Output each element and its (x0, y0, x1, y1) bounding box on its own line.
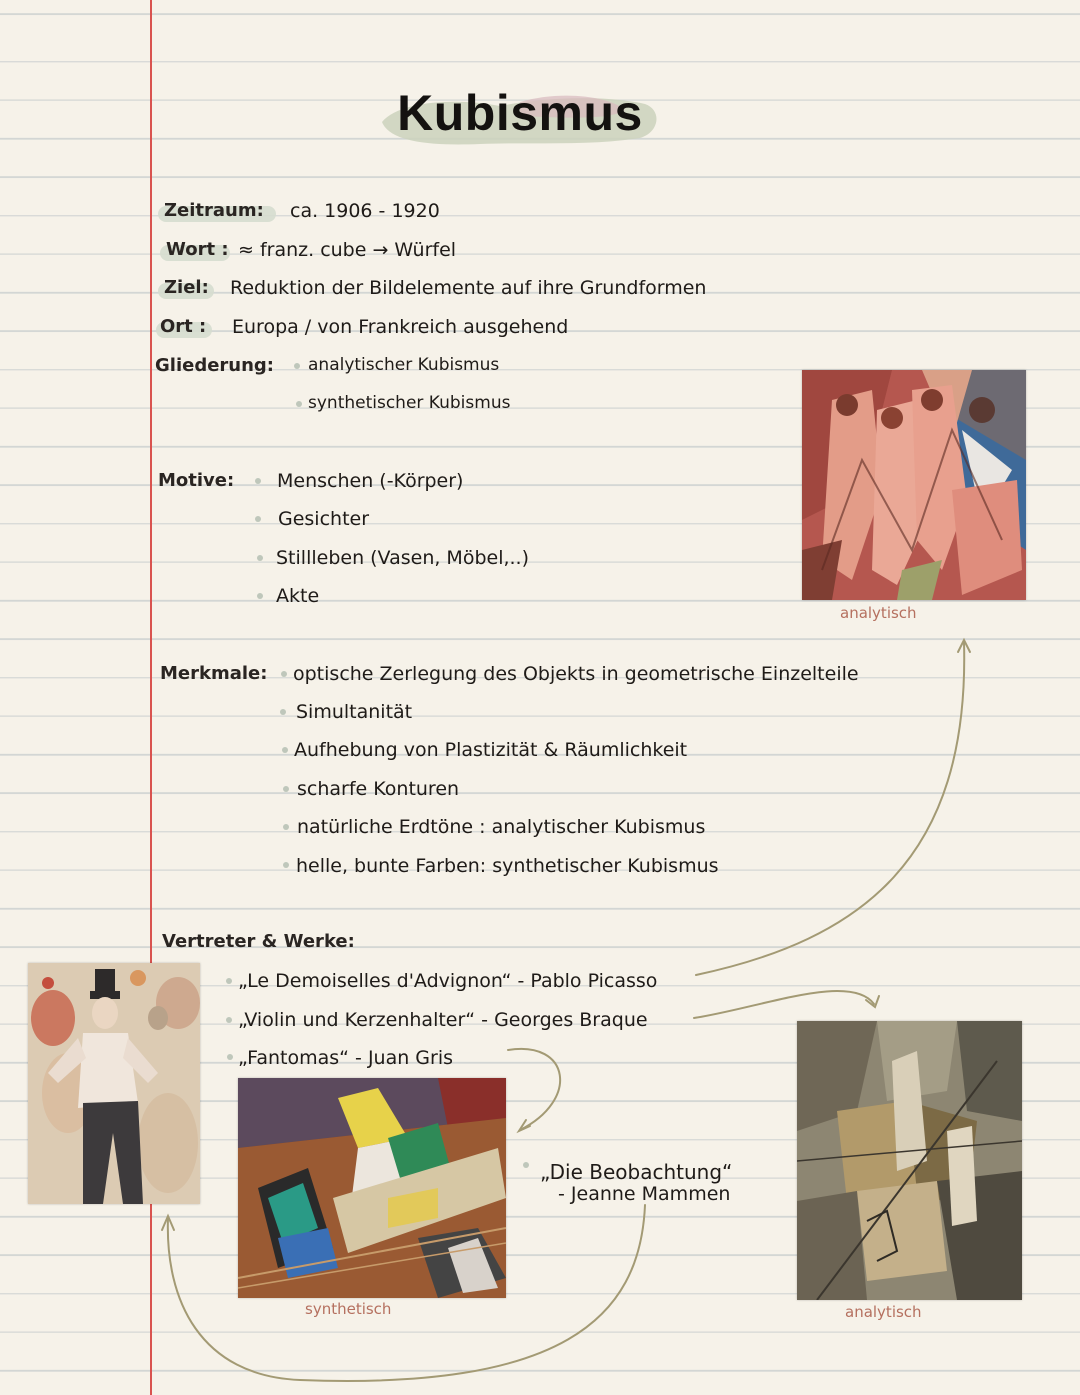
caption-violin: analytisch (845, 1303, 922, 1321)
arrow-demoiselles (696, 642, 964, 975)
motive-item: Stillleben (Vasen, Möbel,..) (276, 547, 530, 569)
merkmal-item: Aufhebung von Plastizität & Räumlichkeit (294, 739, 688, 761)
work-item: „Le Demoiselles d'Advignon“ - Pablo Picasso (238, 970, 658, 992)
gliederung-item: analytischer Kubismus (308, 355, 500, 375)
zeitraum-value: ca. 1906 - 1920 (290, 200, 440, 222)
ziel-value: Reduktion der Bildelemente auf ihre Grundformen (230, 277, 707, 299)
motive-item: Menschen (-Körper) (277, 470, 464, 492)
merkmal-item: Simultanität (296, 701, 413, 723)
extra-work-title: „Die Beobachtung“ (540, 1160, 733, 1184)
motive-label: Motive: (158, 470, 235, 491)
work-item: „Fantomas“ - Juan Gris (238, 1047, 454, 1069)
ort-label: Ort : (160, 316, 207, 337)
zeitraum-label: Zeitraum: (164, 200, 264, 221)
ziel-label: Ziel: (164, 277, 209, 298)
merkmale-label: Merkmale: (160, 663, 268, 684)
arrow-fantomas (508, 1049, 560, 1130)
ort-value: Europa / von Frankreich ausgehend (232, 316, 569, 338)
merkmal-item: natürliche Erdtöne : analytischer Kubismus (297, 816, 706, 838)
wort-value: ≈ franz. cube → Würfel (238, 239, 457, 261)
arrow-violin (694, 991, 874, 1018)
merkmal-item: helle, bunte Farben: synthetischer Kubismus (296, 855, 719, 877)
caption-fantomas: synthetisch (305, 1300, 392, 1318)
extra-work-artist: - Jeanne Mammen (558, 1183, 731, 1205)
motive-item: Akte (276, 585, 320, 607)
gliederung-item: synthetischer Kubismus (308, 393, 511, 413)
merkmal-item: optische Zerlegung des Objekts in geometrische Einzelteile (293, 663, 859, 685)
motive-item: Gesichter (278, 508, 370, 530)
work-item: „Violin und Kerzenhalter“ - Georges Braque (238, 1009, 648, 1031)
wort-label: Wort : (166, 239, 229, 260)
caption-demoiselles: analytisch (840, 604, 917, 622)
gliederung-label: Gliederung: (155, 355, 275, 376)
vertreter-label: Vertreter & Werke: (162, 931, 355, 952)
page-title: Kubismus (397, 85, 643, 141)
arrow-beobachtung (168, 1205, 645, 1381)
merkmal-item: scharfe Konturen (297, 778, 460, 800)
